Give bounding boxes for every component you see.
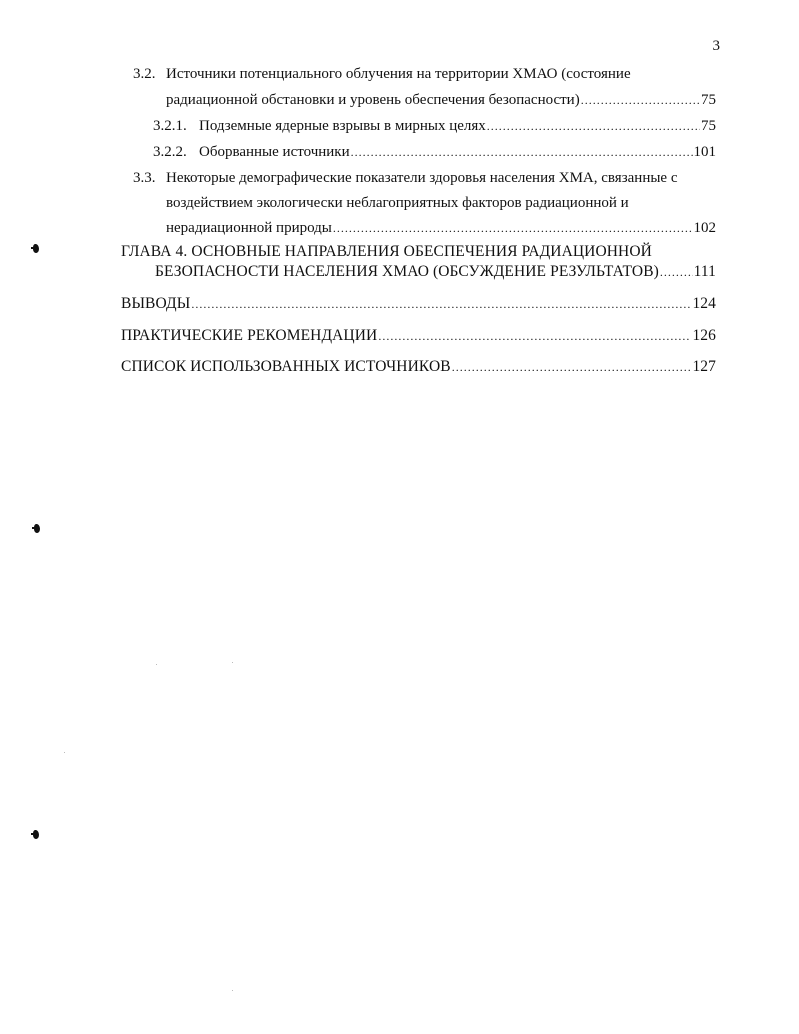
scan-dust: [232, 990, 233, 991]
scan-dust: [232, 662, 233, 663]
toc-entry-text: ПРАКТИЧЕСКИЕ РЕКОМЕНДАЦИИ: [121, 327, 378, 344]
toc-entry-text: Некоторые демографические показатели здоровья населения ХМА, связанные с: [166, 170, 678, 186]
toc-references[interactable]: [121, 358, 716, 376]
leader-dots: [660, 265, 693, 280]
toc-chapter-4-line1: [121, 243, 721, 261]
toc-entry-number: 3.3.: [133, 170, 156, 186]
toc-entry-text: Оборванные источники: [199, 144, 350, 160]
toc-page-number: 101: [693, 144, 716, 160]
toc-entry-number: 3.2.: [133, 66, 156, 82]
leader-dots: [333, 221, 693, 236]
toc-entry-text: ГЛАВА 4. ОСНОВНЫЕ НАПРАВЛЕНИЯ ОБЕСПЕЧЕНИЯ РАДИАЦИОННОЙ: [121, 243, 652, 260]
toc-entry-3-2-line1: [133, 66, 723, 83]
toc-page-number: 75: [701, 92, 716, 108]
toc-entry-text: нерадиационной природы: [166, 220, 332, 236]
toc-entry-3-3-line1: [133, 170, 723, 187]
toc-entry-text: воздействием экологически неблагоприятных факторов радиационной и: [166, 195, 629, 211]
toc-page-number: 127: [692, 358, 716, 375]
scan-speck: [33, 244, 39, 253]
toc-entry-text: Подземные ядерные взрывы в мирных целях: [199, 118, 486, 134]
toc-entry-number: 3.2.1.: [153, 118, 187, 134]
page-number: 3: [712, 38, 720, 54]
toc-entry-text: ВЫВОДЫ: [121, 295, 191, 312]
leader-dots: [487, 119, 700, 134]
toc-page-number: 111: [693, 263, 716, 280]
leader-dots: [378, 329, 691, 344]
leader-dots: [581, 93, 700, 108]
toc-page-number: 126: [692, 327, 716, 344]
toc-entry-text: радиационной обстановки и уровень обеспечения безопасности): [166, 92, 580, 108]
toc-entry-number: 3.2.2.: [153, 144, 187, 160]
toc-page-number: 124: [692, 295, 716, 312]
toc-page-number: 75: [701, 118, 716, 134]
scan-dust: [64, 752, 65, 753]
toc-entry-3-3-line2: [166, 195, 716, 212]
leader-dots: [351, 145, 693, 160]
toc-entry-3-3-line3[interactable]: [166, 220, 716, 237]
scan-speck: [34, 524, 40, 533]
toc-entry-3-2-2[interactable]: [153, 144, 716, 161]
toc-entry-text: Источники потенциального облучения на территории ХМАО (состояние: [166, 66, 631, 82]
toc-page-number: 102: [693, 220, 716, 236]
toc-conclusions[interactable]: [121, 295, 716, 313]
toc-entry-3-2-1[interactable]: [153, 118, 716, 135]
toc-chapter-4-line2[interactable]: [155, 263, 716, 281]
scan-speck: [33, 830, 39, 839]
toc-entry-text: СПИСОК ИСПОЛЬЗОВАННЫХ ИСТОЧНИКОВ: [121, 358, 451, 375]
leader-dots: [452, 360, 692, 375]
scan-dust: [156, 664, 157, 665]
toc-entry-3-2-line2[interactable]: [166, 92, 716, 109]
toc-entry-text: БЕЗОПАСНОСТИ НАСЕЛЕНИЯ ХМАО (ОБСУЖДЕНИЕ РЕЗУЛЬТАТОВ): [155, 263, 659, 280]
leader-dots: [191, 297, 691, 312]
toc-recommendations[interactable]: [121, 327, 716, 345]
